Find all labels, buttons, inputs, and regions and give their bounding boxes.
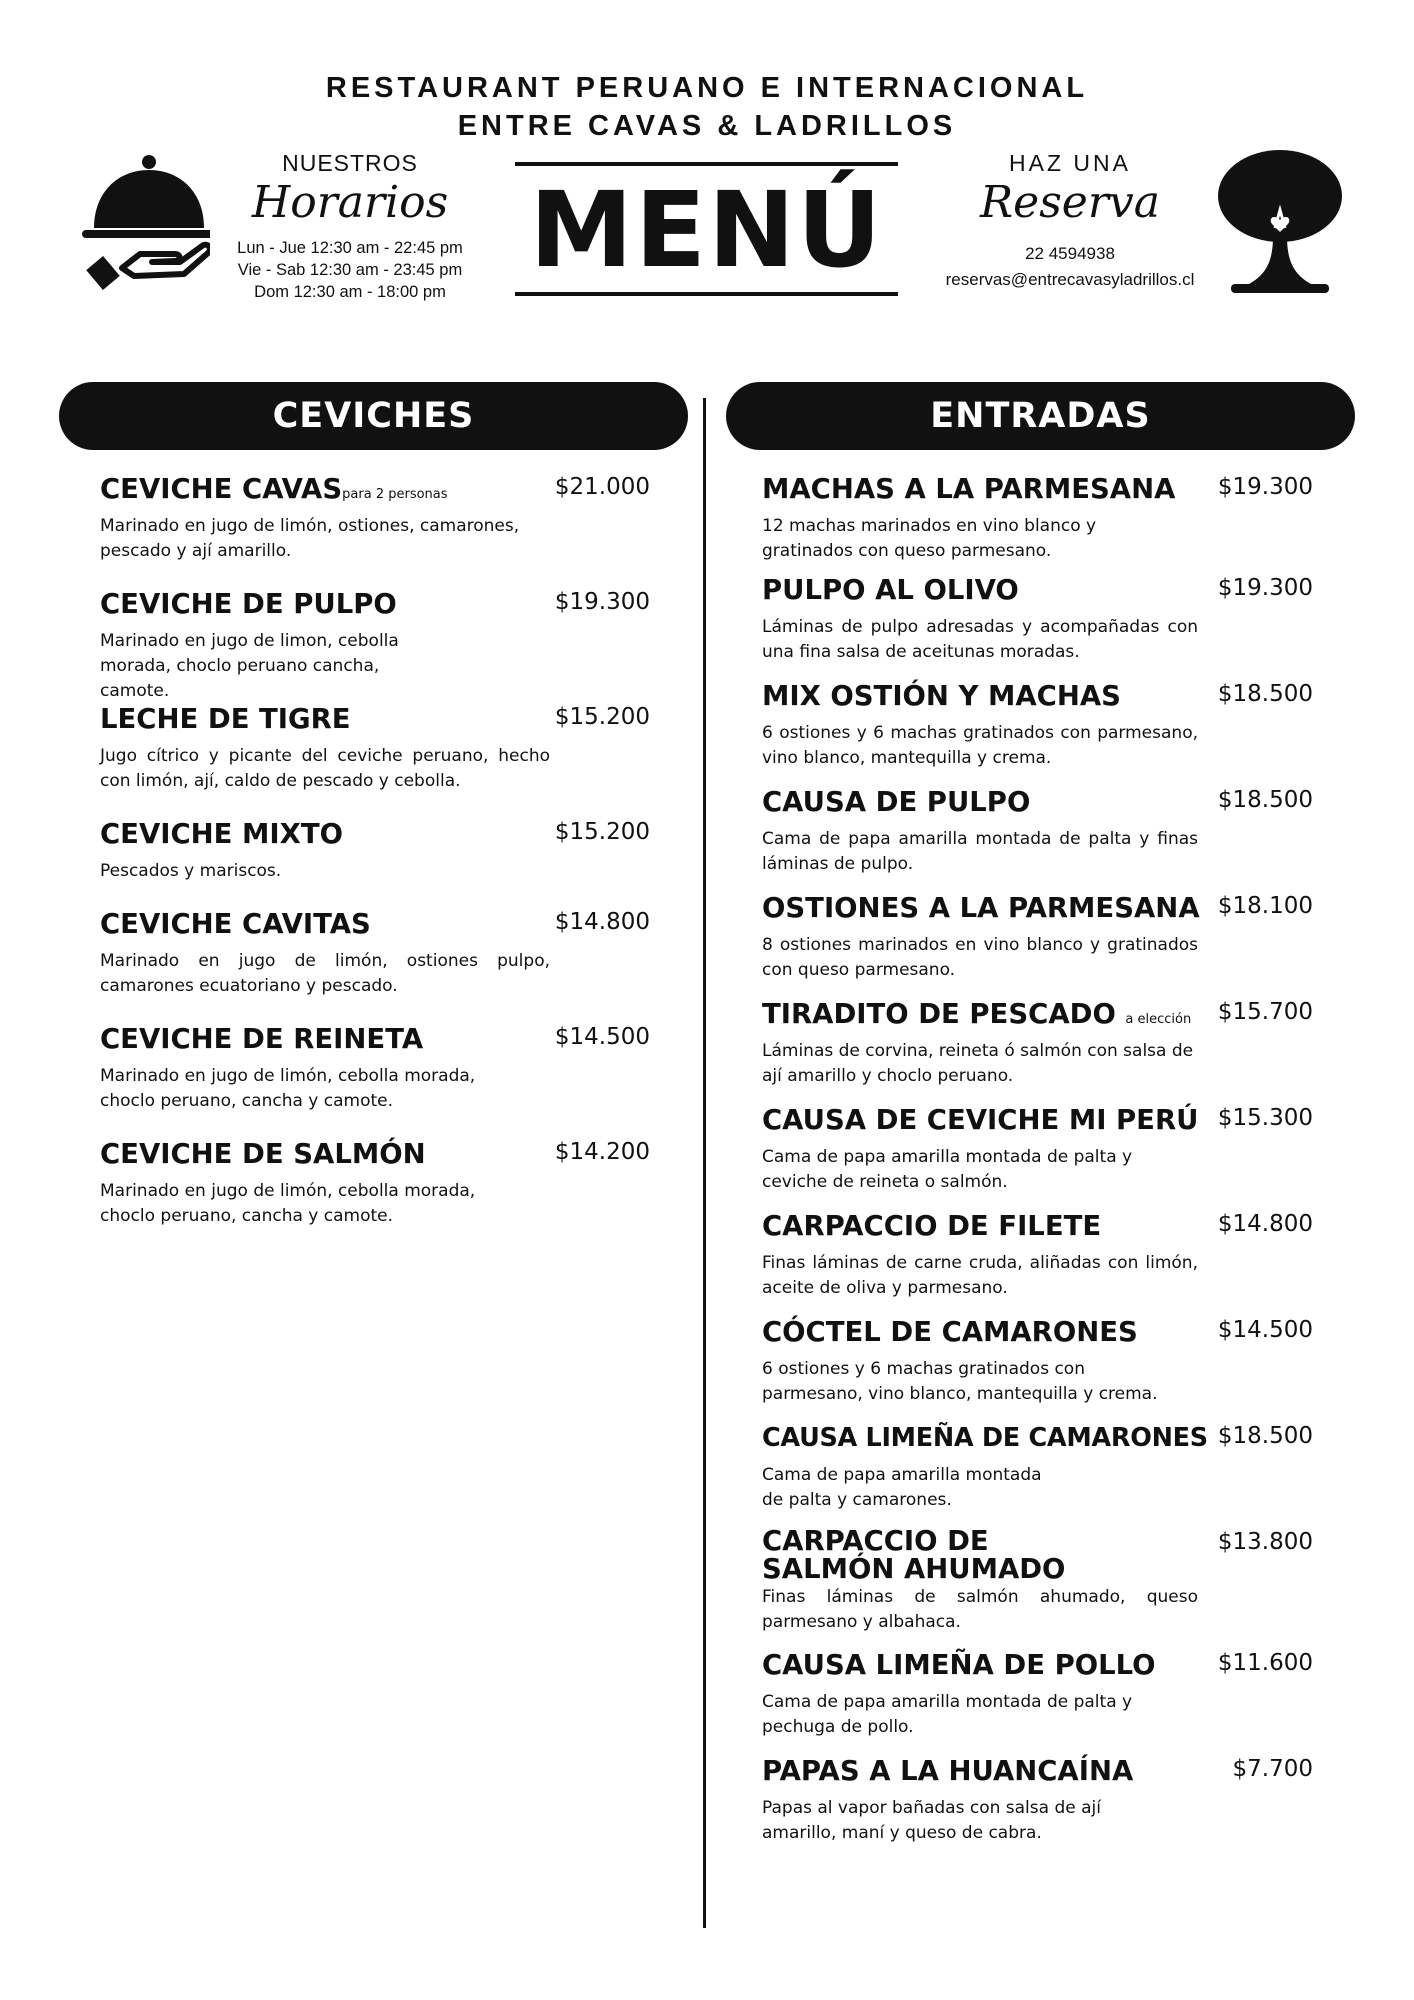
reservation-label: HAZ UNA [1009,150,1131,176]
item-description: Marinado en jugo de limón, ostiones pulpo, camarones ecuatoriano y pescado. [100,951,550,996]
reservation-phone[interactable]: 22 4594938 [1025,244,1115,263]
item-description: Pescados y mariscos. [100,861,282,881]
item-price: $19.300 [554,589,650,615]
item-price: $14.500 [1217,1317,1313,1343]
hours-weekday: Lun - Jue 12:30 am - 22:45 pm [237,239,463,257]
item-name: CEVICHE DE SALMÓN [100,1138,426,1170]
item-price: $11.600 [1217,1650,1313,1676]
item-note: a elección [1125,1012,1192,1027]
hours-script-title: Horarios [251,177,449,228]
item-description: Finas láminas de carne cruda, aliñadas con limón, aceite de oliva y parmesano. [762,1253,1198,1298]
tree-heart-icon [1215,150,1345,298]
menu-bottom-rule [515,292,898,296]
item-name: CAUSA LIMEÑA DE POLLO [762,1649,1156,1681]
item-name: CEVICHE MIXTO [100,818,343,850]
reservation-script-title: Reserva [980,177,1160,228]
item-price: $14.200 [554,1139,650,1165]
item-price: $19.300 [1217,575,1313,601]
hours-label: NUESTROS [282,150,418,176]
item-name: CAUSA DE CEVICHE MI PERÚ [762,1104,1199,1136]
item-price: $18.500 [1217,1423,1313,1449]
opening-hours [210,150,490,303]
item-note: para 2 personas [342,487,448,502]
column-divider [703,398,706,1928]
item-description: 6 ostiones y 6 machas gratinados con parmesano, vino blanco, mantequilla y crema. [762,1359,1158,1404]
item-price: $15.700 [1217,999,1313,1025]
restaurant-title: RESTAURANT PERUANO E INTERNACIONAL [325,72,1089,104]
item-name: PAPAS A LA HUANCAÍNA [762,1755,1134,1787]
menu-top-rule [515,162,898,166]
restaurant-name: ENTRE CAVAS & LADRILLOS [457,110,957,142]
item-price: $7.700 [1232,1756,1313,1782]
item-name: CEVICHE DE REINETA [100,1023,424,1055]
item-price: $14.500 [554,1024,650,1050]
hours-weekend: Vie - Sab 12:30 am - 23:45 pm [237,261,463,279]
menu-title-box [515,162,898,298]
item-price: $14.800 [554,909,650,935]
ceviches-heading: CEVICHES [59,382,688,450]
item-description: 6 ostiones y 6 machas gratinados con parmesano, vino blanco, mantequilla y crema. [762,723,1198,768]
item-description: Marinado en jugo de limón, ostiones, camarones, pescado y ají amarillo. [100,516,520,561]
item-description: Marinado en jugo de limón, cebolla morada, choclo peruano, cancha y camote. [100,1066,476,1111]
item-description: Cama de papa amarilla montada de palta y ceviche de reineta o salmón. [762,1147,1133,1192]
item-price: $15.300 [1217,1105,1313,1131]
item-name: MIX OSTIÓN Y MACHAS [762,680,1121,712]
item-description: Finas láminas de salmón ahumado, queso parmesano y albahaca. [762,1587,1198,1632]
hours-sunday: Dom 12:30 am - 18:00 pm [254,283,446,301]
item-name: PULPO AL OLIVO [762,574,1019,606]
menu-title: MENÚ [529,169,884,291]
item-price: $18.100 [1217,893,1313,919]
item-description: Cama de papa amarilla montada de palta y pechuga de pollo. [762,1692,1133,1737]
item-description: Láminas de corvina, reineta ó salmón con salsa de ají amarillo y choclo peruano. [762,1041,1194,1086]
item-price: $18.500 [1217,787,1313,813]
reservation-info [915,150,1225,293]
reservation-email[interactable]: reservas@entrecavasyladrillos.cl [945,270,1195,289]
item-name: CEVICHE CAVITAS [100,908,371,940]
item-description: Láminas de pulpo adresadas y acompañadas con una fina salsa de aceitunas moradas. [762,617,1198,662]
item-description: Cama de papa amarilla montada de palta y finas láminas de pulpo. [762,829,1198,874]
item-price: $15.200 [554,819,650,845]
serving-cloche-icon [80,150,210,295]
item-description: Marinado en jugo de limon, cebolla morada, choclo peruano cancha, camote. [100,631,399,701]
item-name: CARPACCIO DE SALMÓN AHUMADO [762,1525,1066,1585]
item-price: $13.800 [1217,1529,1313,1555]
item-description: 12 machas marinados en vino blanco y gratinados con queso parmesano. [762,516,1097,561]
item-name: CEVICHE DE PULPO [100,588,397,620]
item-description: Cama de papa amarilla montada de palta y camarones. [762,1465,1042,1510]
item-description: Marinado en jugo de limón, cebolla morada, choclo peruano, cancha y camote. [100,1181,476,1226]
item-description: Papas al vapor bañadas con salsa de ají amarillo, maní y queso de cabra. [762,1798,1101,1843]
item-name: CARPACCIO DE FILETE [762,1210,1102,1242]
item-price: $19.300 [1217,474,1313,500]
item-name: CAUSA LIMEÑA DE CAMARONES [762,1423,1208,1453]
item-price: $14.800 [1217,1211,1313,1237]
item-price: $18.500 [1217,681,1313,707]
item-price: $21.000 [554,474,650,500]
item-name: CAUSA DE PULPO [762,786,1031,818]
item-description: Jugo cítrico y picante del ceviche peruano, hecho con limón, ají, caldo de pescado y cebolla. [100,746,550,791]
item-description: 8 ostiones marinados en vino blanco y gratinados con queso parmesano. [762,935,1198,980]
item-price: $15.200 [554,704,650,730]
item-name: TIRADITO DE PESCADO a elección [762,998,1192,1030]
item-name: CEVICHE CAVASpara 2 personas [100,473,448,505]
item-name: CÓCTEL DE CAMARONES [762,1316,1138,1348]
entradas-heading: ENTRADAS [726,382,1355,450]
item-name: LECHE DE TIGRE [100,703,351,735]
item-name: OSTIONES A LA PARMESANA [762,892,1200,924]
item-name: MACHAS A LA PARMESANA [762,473,1176,505]
